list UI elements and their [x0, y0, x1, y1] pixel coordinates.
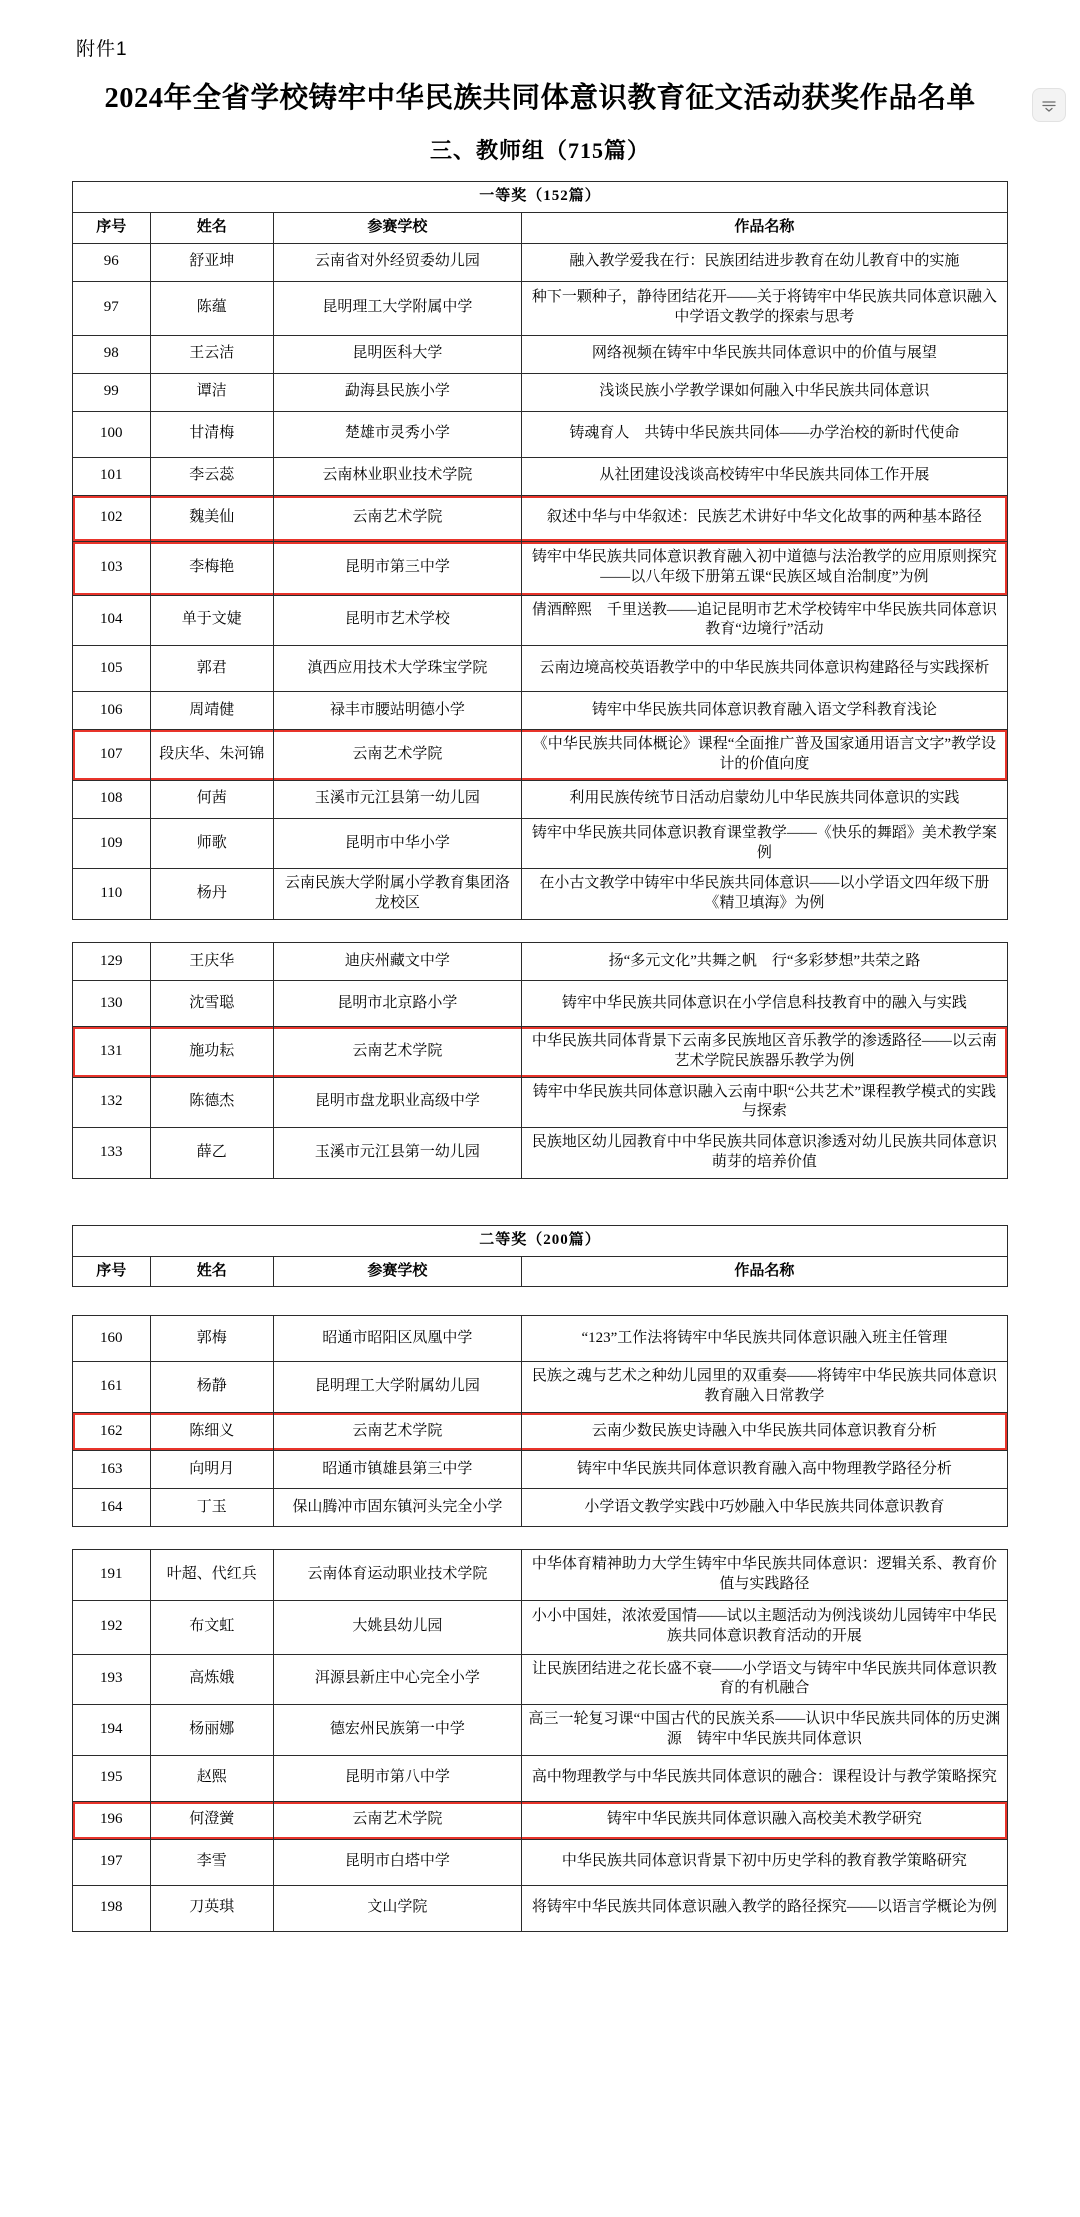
table-row — [73, 980, 1008, 1026]
cell-school: 云南艺术学院 — [274, 1026, 522, 1077]
band-row — [73, 1225, 1008, 1256]
table-row — [73, 243, 1008, 281]
table-row-highlighted — [73, 1412, 1008, 1450]
col-no: 序号 — [73, 1256, 151, 1287]
cell-work: 网络视频在铸牢中华民族共同体意识中的价值与展望 — [521, 335, 1007, 373]
col-no: 序号 — [73, 212, 151, 243]
table-row — [73, 335, 1008, 373]
cell-work: 铸牢中华民族共同体意识教育融入高中物理教学路径分析 — [521, 1450, 1007, 1488]
col-work: 作品名称 — [521, 212, 1007, 243]
table-header-row — [73, 212, 1008, 243]
table-row-highlighted — [73, 495, 1008, 541]
cell-name: 杨静 — [150, 1362, 273, 1413]
cell-work: 铸牢中华民族共同体意识融入高校美术教学研究 — [521, 1801, 1007, 1839]
cell-name: 陈蕴 — [150, 281, 273, 335]
cell-no: 104 — [73, 595, 151, 646]
cell-school: 滇西应用技术大学珠宝学院 — [274, 646, 522, 692]
cell-no: 96 — [73, 243, 151, 281]
table-row — [73, 595, 1008, 646]
section-second-prize — [72, 1225, 1008, 1932]
cell-work: 将铸牢中华民族共同体意识融入教学的路径探究——以语言学概论为例 — [521, 1885, 1007, 1931]
cell-name: 何澄黉 — [150, 1801, 273, 1839]
table-row — [73, 1077, 1008, 1128]
cell-school: 昆明理工大学附属中学 — [274, 281, 522, 335]
cell-no: 110 — [73, 869, 151, 920]
table-row — [73, 281, 1008, 335]
cell-no: 160 — [73, 1316, 151, 1362]
cell-name: 向明月 — [150, 1450, 273, 1488]
cell-name: 郭梅 — [150, 1316, 273, 1362]
cell-no: 98 — [73, 335, 151, 373]
cell-work: 高中物理教学与中华民族共同体意识的融合：课程设计与教学策略探究 — [521, 1755, 1007, 1801]
cell-name: 单于文婕 — [150, 595, 273, 646]
table-header-row — [73, 1256, 1008, 1287]
cell-school: 保山腾冲市固东镇河头完全小学 — [274, 1488, 522, 1526]
cell-no: 192 — [73, 1600, 151, 1654]
cell-work: 倩酒醉熙 千里送教——追记昆明市艺术学校铸牢中华民族共同体意识教育“边境行”活动 — [521, 595, 1007, 646]
table-row — [73, 1705, 1008, 1756]
table-row — [73, 646, 1008, 692]
cell-no: 132 — [73, 1077, 151, 1128]
table-row — [73, 373, 1008, 411]
cell-school: 云南林业职业技术学院 — [274, 457, 522, 495]
cell-no: 102 — [73, 495, 151, 541]
table-row-highlighted — [73, 1026, 1008, 1077]
cell-work: 《中华民族共同体概论》课程“全面推广普及国家通用语言文字”教学设计的价值向度 — [521, 730, 1007, 781]
second-prize-rows-b — [72, 1549, 1008, 1932]
cell-school: 昆明医科大学 — [274, 335, 522, 373]
cell-work: 铸牢中华民族共同体意识在小学信息科技教育中的融入与实践 — [521, 980, 1007, 1026]
band-label: 一等奖（152篇） — [73, 182, 1008, 213]
cell-work: 云南少数民族史诗融入中华民族共同体意识教育分析 — [521, 1412, 1007, 1450]
cell-name: 郭君 — [150, 646, 273, 692]
cell-school: 迪庆州藏文中学 — [274, 942, 522, 980]
cell-name: 李雪 — [150, 1839, 273, 1885]
cell-no: 103 — [73, 541, 151, 595]
band-row — [73, 182, 1008, 213]
table-row — [73, 1885, 1008, 1931]
cell-work: 利用民族传统节日活动启蒙幼儿中华民族共同体意识的实践 — [521, 780, 1007, 818]
cell-name: 薛乙 — [150, 1128, 273, 1179]
cell-name: 刀英琪 — [150, 1885, 273, 1931]
col-school: 参赛学校 — [274, 212, 522, 243]
cell-school: 昆明市北京路小学 — [274, 980, 522, 1026]
table-row — [73, 411, 1008, 457]
cell-work: 铸牢中华民族共同体意识教育融入初中道德与法治教学的应用原则探究——以八年级下册第五课“民族区域自治制度”为例 — [521, 541, 1007, 595]
cell-no: 97 — [73, 281, 151, 335]
table-row — [73, 869, 1008, 920]
cell-work: 在小古文教学中铸牢中华民族共同体意识——以小学语文四年级下册《精卫填海》为例 — [521, 869, 1007, 920]
table-row — [73, 1654, 1008, 1705]
cell-school: 昆明理工大学附属幼儿园 — [274, 1362, 522, 1413]
row-group-gap — [72, 1527, 1008, 1549]
cell-name: 谭洁 — [150, 373, 273, 411]
cell-name: 陈德杰 — [150, 1077, 273, 1128]
cell-school: 昆明市第八中学 — [274, 1755, 522, 1801]
cell-no: 191 — [73, 1549, 151, 1600]
table-row-highlighted — [73, 730, 1008, 781]
cell-school: 云南艺术学院 — [274, 495, 522, 541]
cell-name: 何茜 — [150, 780, 273, 818]
cell-name: 周靖健 — [150, 692, 273, 730]
cell-work: 铸牢中华民族共同体意识教育课堂教学——《快乐的舞蹈》美术教学案例 — [521, 818, 1007, 869]
table-row — [73, 1488, 1008, 1526]
cell-no: 164 — [73, 1488, 151, 1526]
cell-school: 昆明市中华小学 — [274, 818, 522, 869]
cell-name: 赵熙 — [150, 1755, 273, 1801]
cell-work: 从社团建设浅谈高校铸牢中华民族共同体工作开展 — [521, 457, 1007, 495]
col-school: 参赛学校 — [274, 1256, 522, 1287]
cell-work: “123”工作法将铸牢中华民族共同体意识融入班主任管理 — [521, 1316, 1007, 1362]
cell-no: 196 — [73, 1801, 151, 1839]
cell-no: 161 — [73, 1362, 151, 1413]
cell-school: 文山学院 — [274, 1885, 522, 1931]
cell-work: 小小中国娃，浓浓爱国情——试以主题活动为例浅谈幼儿园铸牢中华民族共同体意识教育活动的开展 — [521, 1600, 1007, 1654]
cell-school: 昆明市白塔中学 — [274, 1839, 522, 1885]
cell-work: 高三一轮复习课“中国古代的民族关系——认识中华民族共同体的历史渊源 铸牢中华民族共同体意识 — [521, 1705, 1007, 1756]
table-row — [73, 692, 1008, 730]
cell-no: 101 — [73, 457, 151, 495]
table-row-highlighted — [73, 541, 1008, 595]
scroll-indicator-icon — [1040, 96, 1058, 114]
cell-no: 195 — [73, 1755, 151, 1801]
cell-no: 129 — [73, 942, 151, 980]
cell-name: 高炼娥 — [150, 1654, 273, 1705]
cell-no: 163 — [73, 1450, 151, 1488]
table-row — [73, 1316, 1008, 1362]
cell-work: 铸牢中华民族共同体意识教育融入语文学科教育浅论 — [521, 692, 1007, 730]
cell-name: 施功耘 — [150, 1026, 273, 1077]
cell-no: 105 — [73, 646, 151, 692]
cell-no: 194 — [73, 1705, 151, 1756]
table-row — [73, 457, 1008, 495]
cell-name: 王庆华 — [150, 942, 273, 980]
cell-name: 师歌 — [150, 818, 273, 869]
cell-no: 107 — [73, 730, 151, 781]
cell-name: 布文虹 — [150, 1600, 273, 1654]
cell-work: 融入教学爱我在行：民族团结进步教育在幼儿教育中的实施 — [521, 243, 1007, 281]
cell-work: 中华体育精神助力大学生铸牢中华民族共同体意识：逻辑关系、教育价值与实践路径 — [521, 1549, 1007, 1600]
table-row — [73, 1600, 1008, 1654]
cell-no: 193 — [73, 1654, 151, 1705]
first-prize-table — [72, 181, 1008, 920]
cell-work: 种下一颗种子，静待团结花开——关于将铸牢中华民族共同体意识融入中学语文教学的探索与思考 — [521, 281, 1007, 335]
cell-name: 杨丹 — [150, 869, 273, 920]
cell-school: 洱源县新庄中心完全小学 — [274, 1654, 522, 1705]
section-first-prize — [72, 181, 1008, 1179]
table-row — [73, 1128, 1008, 1179]
cell-no: 106 — [73, 692, 151, 730]
cell-name: 丁玉 — [150, 1488, 273, 1526]
cell-name: 叶超、代红兵 — [150, 1549, 273, 1600]
cell-school: 昭通市昭阳区凤凰中学 — [274, 1316, 522, 1362]
cell-school: 云南艺术学院 — [274, 730, 522, 781]
cell-work: 中华民族共同体意识背景下初中历史学科的教育教学策略研究 — [521, 1839, 1007, 1885]
cell-no: 162 — [73, 1412, 151, 1450]
table-row — [73, 818, 1008, 869]
table-row — [73, 1755, 1008, 1801]
cell-school: 昭通市镇雄县第三中学 — [274, 1450, 522, 1488]
second-prize-table — [72, 1225, 1008, 1288]
cell-name: 陈细义 — [150, 1412, 273, 1450]
cell-no: 131 — [73, 1026, 151, 1077]
cell-no: 197 — [73, 1839, 151, 1885]
cell-school: 昆明市盘龙职业高级中学 — [274, 1077, 522, 1128]
cell-school: 云南艺术学院 — [274, 1801, 522, 1839]
cell-name: 舒亚坤 — [150, 243, 273, 281]
section-gap — [72, 1179, 1008, 1225]
table-row — [73, 780, 1008, 818]
page-title: 2024年全省学校铸牢中华民族共同体意识教育征文活动获奖作品名单 — [104, 83, 976, 114]
cell-work: 中华民族共同体背景下云南多民族地区音乐教学的渗透路径——以云南艺术学院民族器乐教学为例 — [521, 1026, 1007, 1077]
table-row — [73, 1450, 1008, 1488]
cell-name: 甘清梅 — [150, 411, 273, 457]
cell-school: 云南体育运动职业技术学院 — [274, 1549, 522, 1600]
col-name: 姓名 — [150, 212, 273, 243]
cell-no: 133 — [73, 1128, 151, 1179]
cell-school: 云南民族大学附属小学教育集团洛龙校区 — [274, 869, 522, 920]
cell-school: 玉溪市元江县第一幼儿园 — [274, 780, 522, 818]
cell-name: 王云洁 — [150, 335, 273, 373]
row-group-gap — [72, 920, 1008, 942]
cell-school: 大姚县幼儿园 — [274, 1600, 522, 1654]
cell-name: 李云蕊 — [150, 457, 273, 495]
cell-work: 叙述中华与中华叙述：民族艺术讲好中华文化故事的两种基本路径 — [521, 495, 1007, 541]
first-prize-table-continued — [72, 942, 1008, 1179]
table-row-highlighted — [73, 1801, 1008, 1839]
table-row — [73, 1839, 1008, 1885]
cell-school: 昆明市艺术学校 — [274, 595, 522, 646]
cell-work: 浅谈民族小学教学课如何融入中华民族共同体意识 — [521, 373, 1007, 411]
cell-school: 玉溪市元江县第一幼儿园 — [274, 1128, 522, 1179]
cell-no: 130 — [73, 980, 151, 1026]
cell-name: 魏美仙 — [150, 495, 273, 541]
cell-work: 小学语文教学实践中巧妙融入中华民族共同体意识教育 — [521, 1488, 1007, 1526]
cell-no: 198 — [73, 1885, 151, 1931]
group-subtitle: 三、教师组（715篇） — [429, 138, 650, 163]
cell-work: 民族地区幼儿园教育中中华民族共同体意识渗透对幼儿民族共同体意识萌芽的培养价值 — [521, 1128, 1007, 1179]
cell-name: 杨丽娜 — [150, 1705, 273, 1756]
table-row — [73, 942, 1008, 980]
cell-no: 99 — [73, 373, 151, 411]
cell-work: 铸牢中华民族共同体意识融入云南中职“公共艺术”课程教学模式的实践与探索 — [521, 1077, 1007, 1128]
cell-name: 沈雪聪 — [150, 980, 273, 1026]
cell-no: 108 — [73, 780, 151, 818]
cell-no: 109 — [73, 818, 151, 869]
cell-school: 云南艺术学院 — [274, 1412, 522, 1450]
row-group-gap — [72, 1287, 1008, 1315]
cell-name: 李梅艳 — [150, 541, 273, 595]
col-name: 姓名 — [150, 1256, 273, 1287]
attachment-label: 附件1 — [76, 39, 128, 60]
second-prize-rows-a — [72, 1315, 1008, 1527]
band-label: 二等奖（200篇） — [73, 1225, 1008, 1256]
table-row — [73, 1362, 1008, 1413]
cell-school: 禄丰市腰站明德小学 — [274, 692, 522, 730]
cell-work: 民族之魂与艺术之种幼儿园里的双重奏——将铸牢中华民族共同体意识教育融入日常教学 — [521, 1362, 1007, 1413]
cell-work: 云南边境高校英语教学中的中华民族共同体意识构建路径与实践探析 — [521, 646, 1007, 692]
cell-work: 让民族团结进之花长盛不衰——小学语文与铸牢中华民族共同体意识教育的有机融合 — [521, 1654, 1007, 1705]
cell-school: 德宏州民族第一中学 — [274, 1705, 522, 1756]
cell-work: 铸魂育人 共铸中华民族共同体——办学治校的新时代使命 — [521, 411, 1007, 457]
cell-name: 段庆华、朱河锦 — [150, 730, 273, 781]
cell-school: 勐海县民族小学 — [274, 373, 522, 411]
cell-school: 昆明市第三中学 — [274, 541, 522, 595]
col-work: 作品名称 — [521, 1256, 1007, 1287]
cell-school: 楚雄市灵秀小学 — [274, 411, 522, 457]
cell-no: 100 — [73, 411, 151, 457]
table-row — [73, 1549, 1008, 1600]
cell-school: 云南省对外经贸委幼儿园 — [274, 243, 522, 281]
scroll-indicator[interactable] — [1032, 88, 1066, 122]
cell-work: 扬“多元文化”共舞之帆 行“多彩梦想”共荣之路 — [521, 942, 1007, 980]
